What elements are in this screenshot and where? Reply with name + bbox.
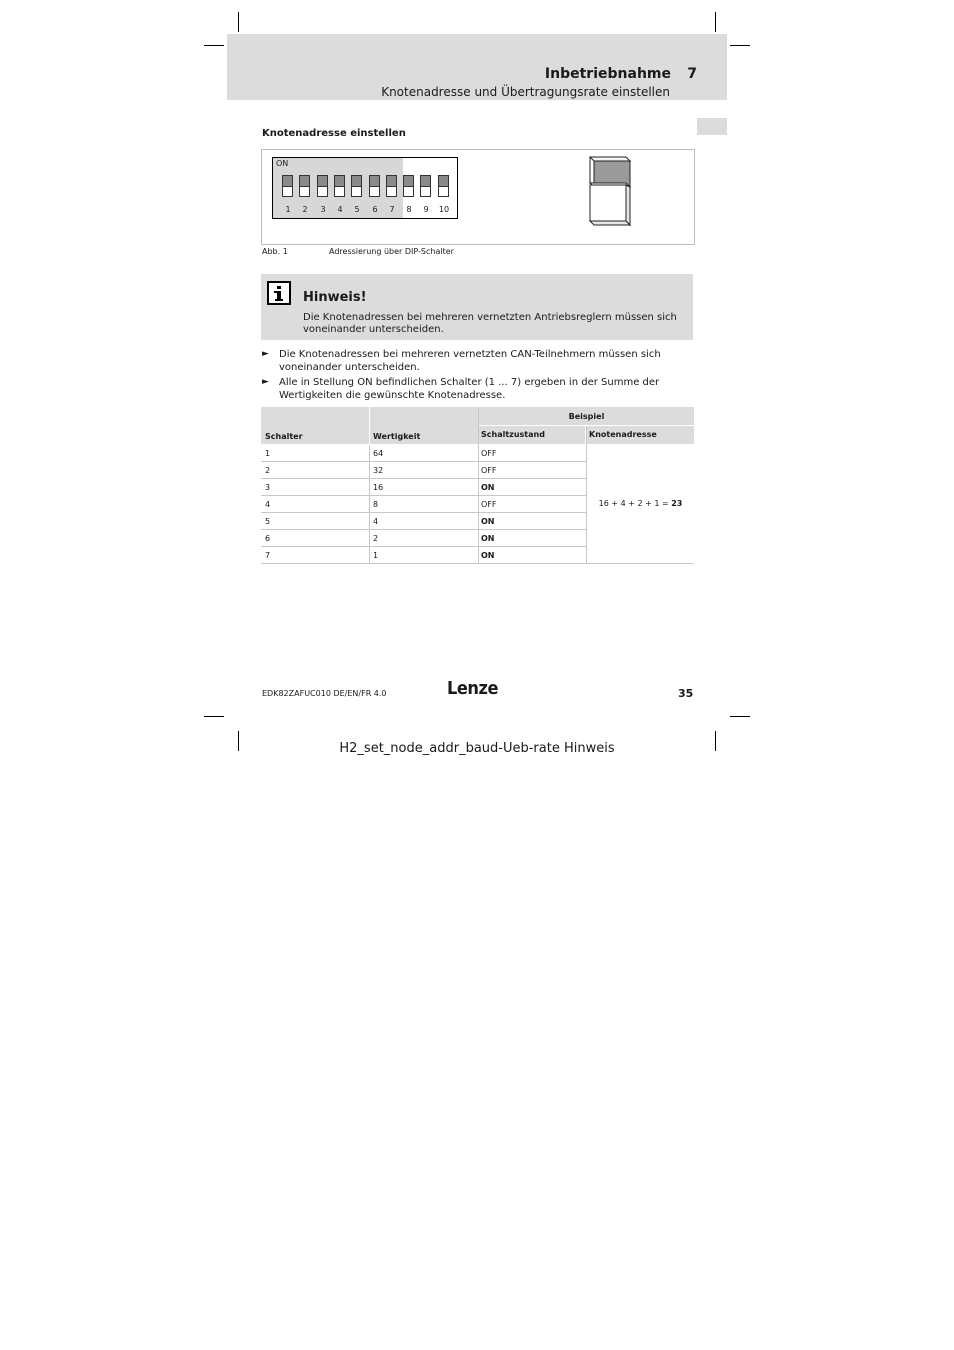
dip-switch-number: 6 — [372, 205, 378, 214]
state-cell: ON — [481, 517, 495, 526]
value-cell: 1 — [373, 551, 379, 560]
dip-switch-number: 9 — [423, 205, 429, 214]
state-cell: OFF — [481, 500, 497, 509]
state-cell: ON — [481, 534, 495, 543]
dip-switch-lever — [300, 176, 309, 187]
crop-mark — [238, 12, 239, 32]
crop-mark — [730, 716, 750, 717]
value-cell: 4 — [373, 517, 379, 526]
switch-cell: 5 — [265, 517, 271, 526]
column-header-switch: Schalter — [261, 407, 369, 444]
info-icon — [267, 281, 291, 305]
dip-switch-number: 1 — [285, 205, 291, 214]
row-divider — [261, 546, 586, 547]
dip-switch-lever — [404, 176, 413, 187]
dip-switch-number: 7 — [389, 205, 395, 214]
column-group-header: Beispiel — [479, 407, 694, 425]
switch-illustration — [588, 155, 632, 227]
dip-switch-4 — [334, 175, 345, 197]
note-box — [261, 274, 693, 340]
dip-switch-lever — [370, 176, 379, 187]
dip-switch-number: 3 — [320, 205, 326, 214]
crop-mark — [204, 45, 224, 46]
dip-switch-3 — [317, 175, 328, 197]
figure-frame — [261, 149, 695, 245]
note-title: Hinweis! — [303, 290, 367, 305]
page-header — [227, 34, 727, 100]
address-table — [261, 407, 694, 565]
dip-switch-lever — [283, 176, 292, 187]
address-result-cell — [587, 499, 694, 508]
address-formula: 16 + 4 + 2 + 1 = — [598, 499, 672, 508]
dip-switch-lever — [421, 176, 430, 187]
row-divider — [261, 495, 586, 496]
dip-switch-8 — [403, 175, 414, 197]
switch-cell: 4 — [265, 500, 271, 509]
column-divider — [369, 445, 370, 564]
row-divider — [261, 478, 586, 479]
dip-switch-number: 5 — [354, 205, 360, 214]
chapter-subtitle: Knotenadresse und Übertragungsrate einstellen — [381, 85, 670, 99]
dip-switch-9 — [420, 175, 431, 197]
value-cell: 64 — [373, 449, 384, 458]
figure-caption-number: Abb. 1 — [262, 247, 288, 256]
lenze-logo: Lenze — [447, 678, 499, 699]
column-header-value: Wertigkeit — [370, 407, 478, 444]
state-cell: ON — [481, 551, 495, 560]
dip-switch-lever — [335, 176, 344, 187]
dip-switch-2 — [299, 175, 310, 197]
crop-mark — [715, 12, 716, 32]
address-result: 23 — [671, 499, 683, 508]
dip-switch-number: 10 — [438, 205, 450, 214]
switch-cell: 2 — [265, 466, 271, 475]
state-cell: OFF — [481, 466, 497, 475]
state-cell: OFF — [481, 449, 497, 458]
switch-cell: 3 — [265, 483, 271, 492]
column-header-address: Knotenadresse — [587, 426, 694, 444]
row-divider — [261, 529, 586, 530]
chapter-title: Inbetriebnahme — [544, 66, 671, 82]
side-tab-marker — [697, 118, 727, 135]
dip-switch-1 — [282, 175, 293, 197]
row-divider — [261, 512, 586, 513]
note-text: Die Knotenadressen bei mehreren vernetzten Antriebsreglern müssen sich voneinander unterscheiden. — [303, 312, 677, 335]
crop-mark — [204, 716, 224, 717]
dip-switch-6 — [369, 175, 380, 197]
dip-switch-10 — [438, 175, 449, 197]
list-item-text: Die Knotenadressen bei mehreren vernetzten CAN-Teilnehmern müssen sich voneinander unterscheiden. — [279, 349, 661, 373]
dip-switch-number: 4 — [337, 205, 343, 214]
value-cell: 8 — [373, 500, 379, 509]
crop-mark — [730, 45, 750, 46]
value-cell: 32 — [373, 466, 384, 475]
switch-cell: 7 — [265, 551, 271, 560]
value-cell: 2 — [373, 534, 379, 543]
switch-cell: 1 — [265, 449, 271, 458]
switch-cell: 6 — [265, 534, 271, 543]
image-caption: H2_set_node_addr_baud-Ueb-rate Hinweis — [339, 741, 615, 756]
dip-switch-7 — [386, 175, 397, 197]
figure-caption-text: Adressierung über DIP-Schalter — [329, 247, 454, 256]
dip-switch-number: 2 — [302, 205, 308, 214]
dip-switch-lever — [318, 176, 327, 187]
bullet-arrow-icon: ► — [262, 349, 269, 359]
document-id: EDK82ZAFUC010 DE/EN/FR 4.0 — [262, 689, 387, 698]
column-divider — [586, 426, 587, 564]
list-item-text: Alle in Stellung ON befindlichen Schalter (1 ... 7) ergeben in der Summe der Wertigkeiten die gewünschte Knotenadresse. — [279, 377, 660, 401]
bullet-arrow-icon: ► — [262, 377, 269, 387]
dip-switch-lever — [352, 176, 361, 187]
dip-switch-5 — [351, 175, 362, 197]
column-header-state: Schaltzustand — [479, 426, 585, 444]
dip-switch-block — [272, 157, 458, 219]
column-divider — [478, 407, 479, 564]
dip-switch-lever — [439, 176, 448, 187]
page-number: 35 — [678, 687, 694, 700]
chapter-number: 7 — [687, 66, 697, 82]
state-cell: ON — [481, 483, 495, 492]
section-title: Knotenadresse einstellen — [262, 128, 406, 139]
dip-switch-lever — [387, 176, 396, 187]
dip-on-label: ON — [276, 159, 289, 168]
value-cell: 16 — [373, 483, 384, 492]
dip-switch-number: 8 — [406, 205, 412, 214]
row-divider — [261, 461, 586, 462]
